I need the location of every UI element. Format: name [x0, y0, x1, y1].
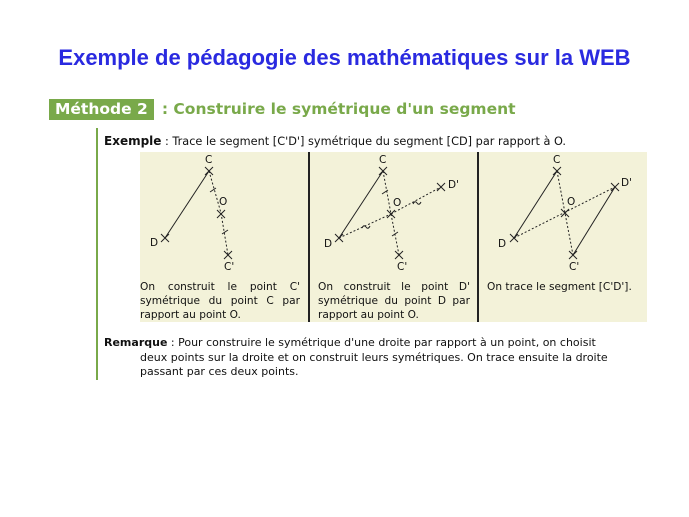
cross-d [161, 234, 169, 242]
remark-line-3: passant par ces deux points. [140, 365, 299, 378]
example-line [104, 134, 566, 148]
remark-label: Remarque [104, 336, 168, 349]
remark-line-2: deux points sur la droite et on construit leurs symétriques. On trace ensuite la droite [140, 350, 608, 364]
panel-3-figure [481, 152, 647, 280]
segment-cd [514, 171, 557, 238]
double-tick-1 [362, 226, 370, 229]
cross-c [553, 167, 561, 175]
panel-divider-1 [308, 152, 310, 322]
method-header [49, 98, 516, 120]
cross-d [335, 234, 343, 242]
panel-2-figure [312, 152, 476, 280]
cross-c-prime [395, 251, 403, 259]
remark-line-1 [104, 336, 647, 351]
panel-2 [312, 152, 476, 322]
label-c-prime: C' [397, 261, 408, 273]
label-d: D [324, 238, 333, 250]
label-o: O [567, 196, 576, 208]
label-c: C [553, 154, 561, 166]
label-o: O [219, 196, 228, 208]
double-tick-2 [413, 202, 421, 205]
cross-c-prime [224, 251, 232, 259]
method-tag: Méthode 2 [49, 99, 154, 120]
page-title: Exemple de pédagogie des mathématiques sur la WEB [58, 45, 631, 70]
cross-o [387, 210, 395, 218]
label-d-prime: D' [621, 177, 632, 189]
cross-o [561, 209, 569, 217]
figure-panels [140, 152, 647, 322]
panel-3-caption: On trace le segment [C'D']. [487, 281, 632, 293]
label-d: D [150, 237, 159, 249]
panel-1 [140, 152, 308, 322]
panel-divider-2 [477, 152, 479, 322]
method-title: : Construire le symétrique d'un segment [161, 100, 516, 118]
label-d-prime: D' [448, 179, 459, 191]
cross-c [205, 167, 213, 175]
label-c: C [205, 154, 213, 166]
panel-3 [481, 152, 647, 322]
cross-d-prime [437, 183, 445, 191]
segment-cd [165, 171, 209, 238]
left-rule [96, 128, 98, 380]
cross-d [510, 234, 518, 242]
label-c: C [379, 154, 387, 166]
remark-text-1: : Pour construire le symétrique d'une droite par rapport à un point, on choisit [167, 336, 596, 349]
panel-1-caption: On construit le point C' symétrique du point C par rapport au point O. [140, 281, 300, 321]
example-label: Exemple [104, 134, 162, 148]
cross-d-prime [611, 183, 619, 191]
label-o: O [393, 197, 402, 209]
remark-block [104, 336, 647, 380]
example-text: : Trace le segment [C'D'] symétrique du segment [CD] par rapport à O. [161, 135, 567, 148]
label-c-prime: C' [569, 261, 580, 273]
panel-1-figure [140, 152, 308, 280]
tick-mark-2 [222, 230, 228, 234]
cross-c-prime [569, 251, 577, 259]
label-d: D [498, 238, 507, 250]
label-c-prime: C' [224, 261, 235, 273]
panel-2-caption: On construit le point D' symétrique du point D par rapport au point O. [318, 281, 470, 321]
cross-c [379, 167, 387, 175]
